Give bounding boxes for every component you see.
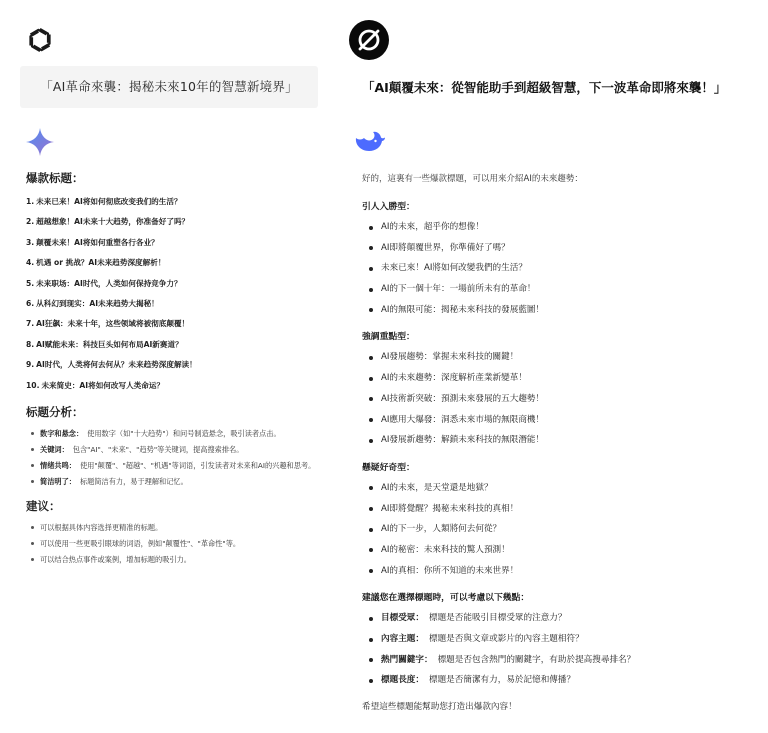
list-item: 5. 未来职场：AI时代，人类如何保持竞争力？ [26,278,182,288]
list-item: AI應用大爆發：洞悉未來市場的無限商機！ [362,410,762,431]
list-item: AI的秘密：未來科技的驚人預測！ [362,540,762,561]
list-item: AI即將顛覆世界，你準備好了嗎？ [362,238,762,259]
list-item: AI技術新突破：預測未來發展的五大趨勢！ [362,389,762,410]
list-item: 目標受眾： 標題是否能吸引目標受眾的注意力？ [362,608,762,629]
list-item: 內容主題： 標題是否與文章或影片的內容主題相符？ [362,629,762,650]
list-item: 1. 未来已来！AI将如何彻底改变我们的生活？ [26,197,182,206]
section-heading: 引人入勝型： [362,202,415,212]
list-item: 关键词： 包含"AI"、"未来"、"趋势"等关键词，提高搜索排名。 [26,442,331,458]
intro-text: 好的，這裏有一些爆款標題，可以用來介紹AI的未來趨勢： [362,174,583,184]
list-item: 熱門關鍵字： 標題是否包含熱門的關鍵字，有助於提高搜尋排名？ [362,650,762,671]
heading-suggestions: 建议： [26,498,61,513]
section-list [362,608,762,691]
list-item: AI的真相：你所不知道的未來世界！ [362,561,762,582]
list-item: AI發展新趨勢：解鎖未來科技的無限潛能！ [362,430,762,451]
section-list [362,347,762,450]
prompt-bubble: 「AI革命來襲：揭秘未來10年的智慧新境界」 [20,66,318,108]
titles-list [26,192,331,396]
list-item: 2. 超越想象！AI未来十大趋势，你准备好了吗？ [26,217,190,227]
list-item: 8. AI赋能未来：科技巨头如何布局AI新赛道？ [26,339,183,349]
circle-slash-logo-icon [349,20,389,60]
section-list [362,478,762,581]
right-response-title: 「AI顛覆未來：從智能助手到超級智慧，下一波革命即將來襲！」 [362,80,727,95]
right-response [362,172,762,712]
list-item: 3. 颠覆未来！AI将如何重塑各行各业？ [26,237,159,247]
section-list [362,217,762,320]
section-heading: 強調重點型： [362,332,415,343]
suggestions-list [26,520,331,568]
list-item: 情绪共鸣： 使用"颠覆"、"超越"、"机遇"等词语，引发读者对未来和AI的兴趣和思考。 [26,458,331,474]
list-item: AI的下一步，人類將何去何從？ [362,519,762,540]
list-item: AI的未來，是天堂還是地獄？ [362,478,762,499]
closing-text: 希望這些標題能幫助您打造出爆款內容！ [362,702,517,713]
list-item: 10. 未来简史：AI将如何改写人类命运？ [26,380,165,390]
list-item: AI的未來趨勢：深度解析產業新變革！ [362,368,762,389]
list-item: 7. AI狂飙：未来十年，这些领域将被彻底颠覆！ [26,319,190,329]
section-heading: 建議您在選擇標題時，可以考慮以下幾點： [362,593,530,604]
list-item: AI發展趨勢：掌握未來科技的關鍵！ [362,347,762,368]
analysis-list [26,426,331,490]
heading-analysis: 标题分析： [26,404,84,419]
list-item: AI的下一個十年：一場前所未有的革命！ [362,279,762,300]
list-item: 简洁明了： 标题简洁有力，易于理解和记忆。 [26,474,331,490]
list-item: 可以使用一些更吸引眼球的词语，例如"颠覆性"、"革命性"等。 [26,536,331,552]
list-item: AI即將覺醒？揭秘未來科技的真相！ [362,499,762,520]
deepseek-whale-icon [354,129,386,153]
list-item: 6. 从科幻到现实：AI未来趋势大揭秘！ [26,298,159,308]
list-item: 9. AI时代，人类将何去何从？未来趋势深度解读！ [26,360,197,370]
openai-logo-icon [24,24,56,56]
list-item: 可以结合热点事件或案例，增加标题的吸引力。 [26,552,331,568]
heading-titles: 爆款标题： [26,171,84,185]
list-item: AI的無限可能：揭秘未來科技的發展藍圖！ [362,300,762,321]
list-item: 標題長度： 標題是否簡潔有力，易於記憶和傳播？ [362,670,762,691]
left-response [26,170,331,568]
gemini-sparkle-icon [26,128,54,156]
list-item: 未來已來！AI將如何改變我們的生活？ [362,258,762,279]
list-item: 可以根据具体内容选择更精准的标题。 [26,520,331,536]
list-item: 4. 机遇 or 挑战？AI未来趋势深度解析！ [26,258,166,268]
list-item: 数字和悬念： 使用数字（如"十大趋势"）和问号制造悬念，吸引读者点击。 [26,426,331,442]
list-item: AI的未來，超乎你的想像！ [362,217,762,238]
section-heading: 懸疑好奇型： [362,462,415,473]
